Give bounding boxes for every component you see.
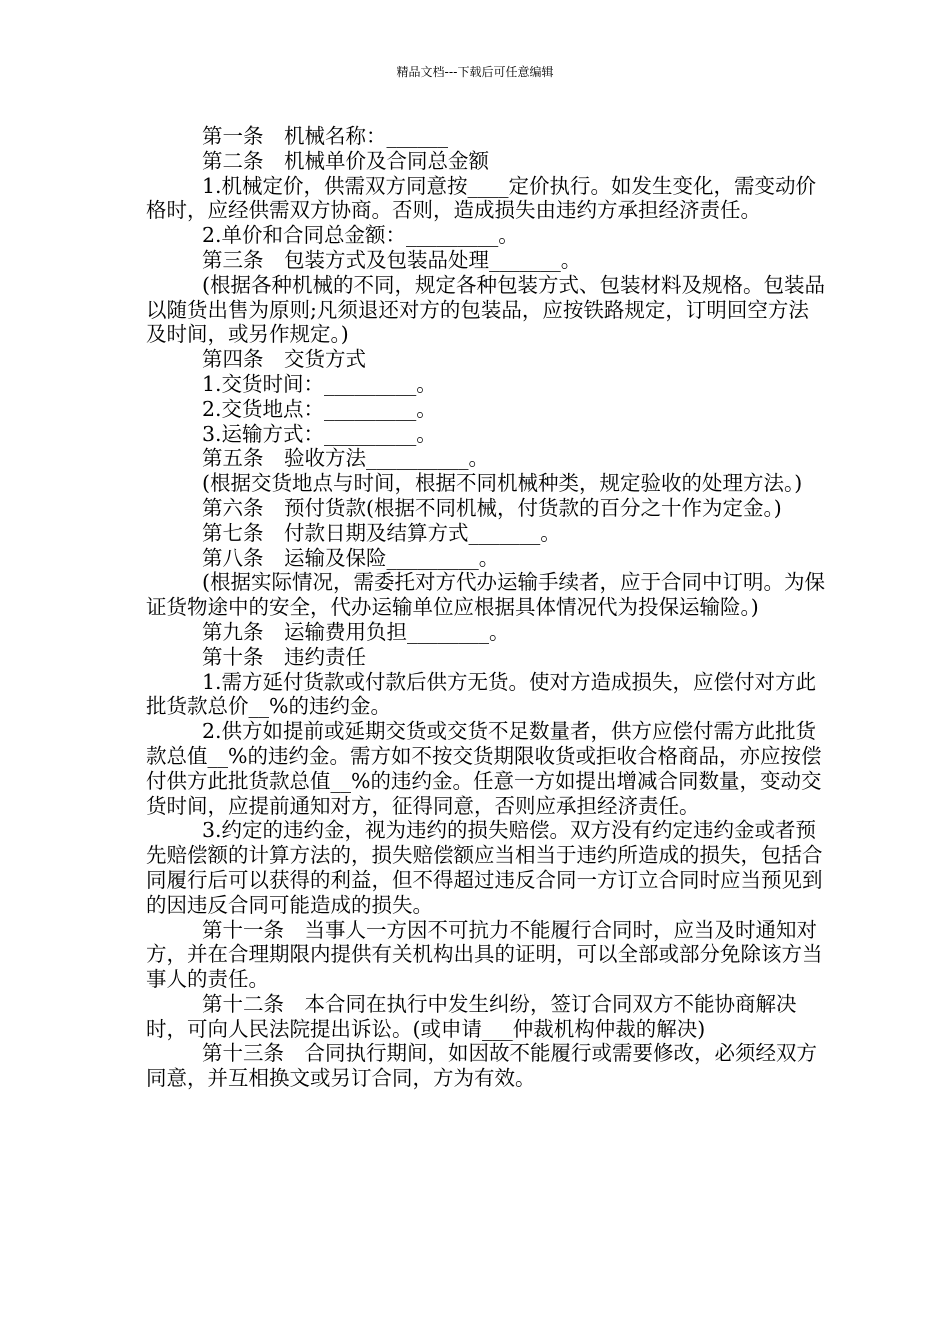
clause-4-item-3: 3.运输方式：_________。 — [202, 421, 437, 446]
clause-3-note: (根据各种机械的不同，规定各种包装方式、包装材料及规格。包装品以随货出售为原则;凡须退还对方的包装品，应按铁路规定，订明回空方法及时间，或另作规定。) — [146, 272, 825, 347]
clause-13: 第十三条 合同执行期间，如因故不能履行或需要修改，必须经双方同意，并互相换文或另订合同，方为有效。 — [146, 1041, 817, 1091]
page-header: 精品文档---下载后可任意编辑 — [396, 65, 554, 79]
clause-1: 第一条 机械名称：______ — [202, 124, 448, 148]
clause-8: 第八条 运输及保险_________。 — [202, 545, 500, 570]
clause-2-item-1: 1.机械定价，供需双方同意按____定价执行。如发生变化，需变动价格时，应经供需双方协商。否则，造成损失由违约方承担经济责任。 — [146, 173, 817, 223]
clause-10-item-1: 1.需方延付货款或付款后供方无货。使对方造成损失，应偿付对方此批货款总价__%的违约金。 — [146, 669, 817, 719]
clause-2-item-2: 2.单价和合同总金额：_________。 — [202, 223, 519, 248]
clause-2: 第二条 机械单价及合同总金额 — [202, 148, 489, 173]
clause-9: 第九条 运输费用负担________。 — [202, 619, 510, 644]
clause-11: 第十一条 当事人一方因不可抗力不能履行合同时，应当及时通知对方，并在合理期限内提供有关机构出具的证明，可以全部或部分免除该方当事人的责任。 — [146, 917, 823, 992]
clause-12: 第十二条 本合同在执行中发生纠纷，签订合同双方不能协商解决时，可向人民法院提出诉讼。(或申请___仲裁机构仲裁的解决) — [146, 991, 797, 1041]
clause-3: 第三条 包装方式及包装品处理_______。 — [202, 247, 582, 272]
clause-7: 第七条 付款日期及结算方式_______。 — [202, 520, 561, 545]
clause-4: 第四条 交货方式 — [202, 347, 366, 372]
clause-10: 第十条 违约责任 — [202, 644, 366, 669]
clause-6: 第六条 预付货款(根据不同机械，付货款的百分之十作为定金。) — [202, 495, 782, 520]
clause-10-item-3: 3.约定的违约金，视为违约的损失赔偿。双方没有约定违约金或者预先赔偿额的计算方法的，损失赔偿额应当相当于违约所造成的损失，包括合同履行后可以获得的利益，但不得超过违反合同一方订立合同时应当预见到的因违反合同可能造成的损失。 — [146, 818, 823, 917]
clause-8-note: (根据实际情况，需委托对方代办运输手续者，应于合同中订明。为保证货物途中的安全，代办运输单位应根据具体情况代为投保运输险。) — [146, 570, 825, 620]
clause-4-item-1: 1.交货时间：_________。 — [202, 371, 437, 396]
contract-body — [146, 124, 826, 1091]
clause-4-item-2: 2.交货地点：_________。 — [202, 396, 437, 421]
clause-5-note: (根据交货地点与时间，根据不同机械种类，规定验收的处理方法。) — [202, 471, 803, 496]
clause-5: 第五条 验收方法__________。 — [202, 446, 489, 471]
clause-10-item-2: 2.供方如提前或延期交货或交货不足数量者，供方应偿付需方此批货款总值__%的违约金。需方如不按交货期限收货或拒收合格商品，亦应按偿付供方此批货款总值__%的违约金。任意一方如提出增减合同数量，变动交货时间，应提前通知对方，征得同意，否则应承担经济责任。 — [146, 719, 822, 818]
